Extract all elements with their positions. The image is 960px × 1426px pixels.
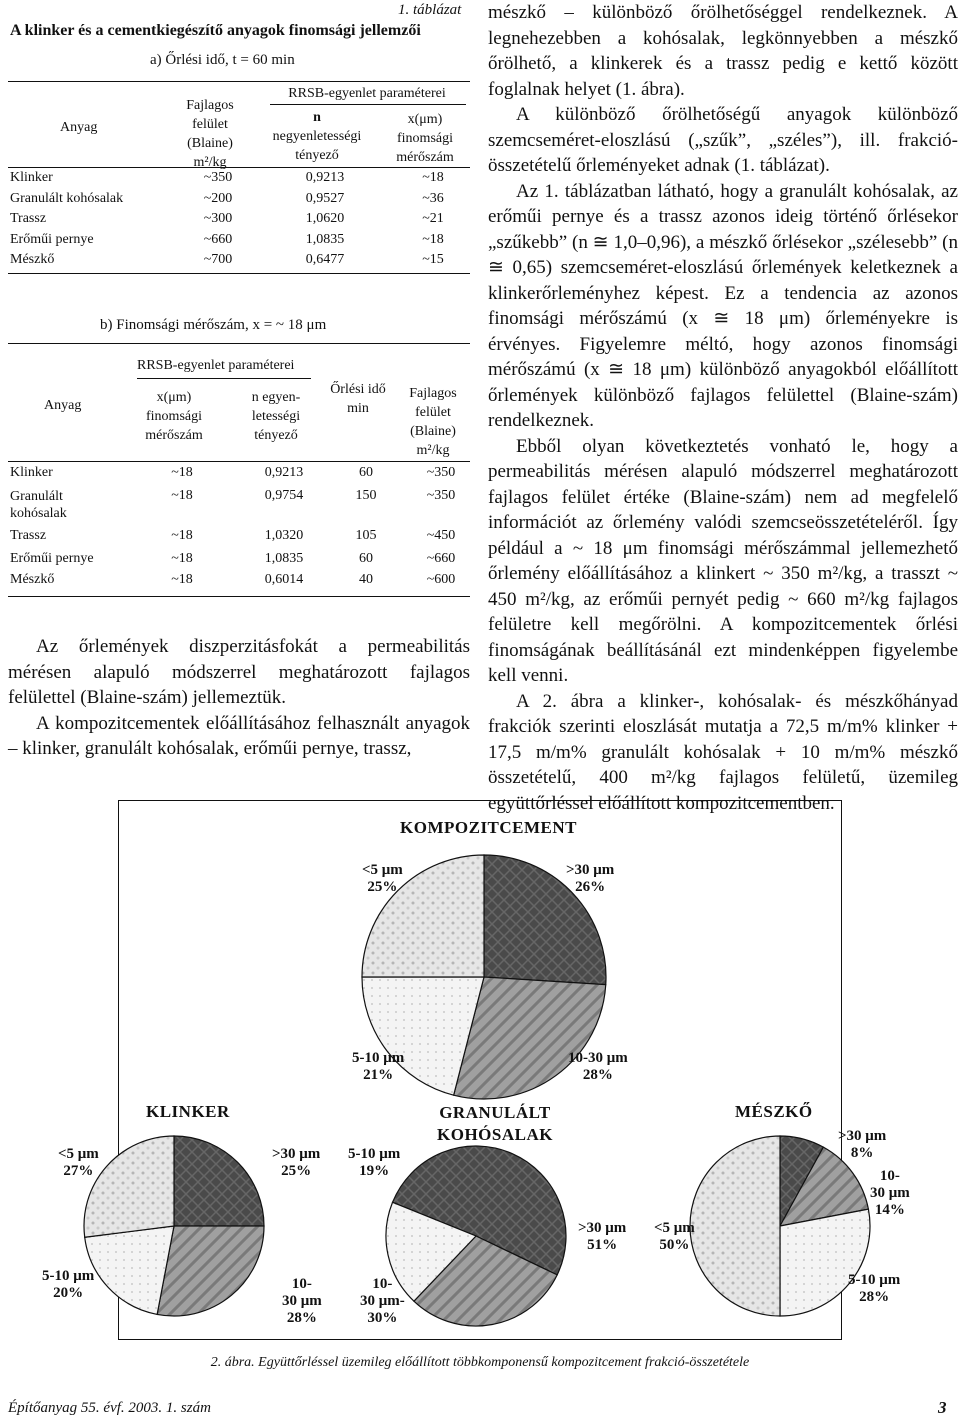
table-a-col-blaine: Fajlagos felület (Blaine) m²/kg [186, 98, 234, 170]
left-paragraph-1: Az őrlemények diszperzitásfokát a permeabilitás mérésen alapuló módszerrel meghatározott fajlagos felülettel (Blaine-szám) jellemeztük. [8, 636, 470, 708]
table-a-cell-n: 0,6477 [305, 252, 345, 267]
table-a-cell-x: ~18 [422, 231, 444, 247]
table-a-cell-blaine: ~300 [203, 211, 233, 226]
table-a-cell-x: ~15 [422, 252, 444, 267]
chart-title-klinker: KLINKER [146, 1102, 230, 1121]
table-b-cell-n: 1,0320 [264, 528, 304, 543]
table-b-cell-time: 60 [359, 465, 373, 480]
klinker-label-lt5: <5 μm 27% [58, 1146, 99, 1179]
table-b-cell-n: 0,6014 [264, 572, 304, 587]
granulalt-label-510: 5-10 μm 19% [348, 1146, 401, 1179]
klinker-label-gt30: >30 μm 25% [272, 1146, 321, 1179]
komp-label-lt5: <5 μm 25% [362, 862, 403, 895]
chart-title-kompozitcement: KOMPOZITCEMENT [400, 818, 578, 837]
table-a-cell-n: 0,9213 [305, 170, 345, 185]
table-b-cell-name: Klinker [10, 465, 53, 480]
table-b-col-time: Őrlési idő min [330, 382, 386, 416]
table-b-cell-x: ~18 [171, 528, 193, 543]
table-b-cell-time: 150 [355, 488, 377, 503]
table-b-cell-blaine: ~660 [426, 551, 456, 566]
table-a-cell-name: Granulált kohósalak [10, 190, 124, 206]
table-b-cell-x: ~18 [171, 488, 193, 503]
table-b-cell-time: 40 [359, 572, 373, 587]
table-b-cell-x: ~18 [171, 572, 193, 587]
pie-slice-3-lt5-m [690, 1136, 780, 1316]
footer-page-number: 3 [938, 1398, 947, 1417]
table-b-col-group: RRSB-egyenlet paraméterei [137, 358, 295, 373]
klinker-label-510: 5-10 μm 20% [42, 1268, 95, 1301]
table-a-col-material: Anyag [60, 120, 98, 135]
table-b-cell-blaine: ~450 [426, 528, 456, 543]
table-a-cell-x: ~36 [422, 190, 444, 206]
pie-slice-1-gt30-m [174, 1136, 264, 1226]
pie-slice-1-10-30-m [157, 1226, 264, 1316]
table-a-subtitle: a) Őrlési idő, t = 60 min [150, 52, 295, 68]
granulalt-label-gt30: >30 μm 51% [578, 1220, 627, 1253]
table-b-cell-time: 60 [359, 551, 373, 566]
komp-label-gt30: >30 μm 26% [566, 862, 615, 895]
table-b-cell-name: Trassz [10, 528, 47, 543]
figure-caption: 2. ábra. Együttőrléssel üzemileg előállított többkomponensű kompozitcement frakció-összetétele [210, 1355, 750, 1370]
table-b-cell-blaine: ~350 [426, 465, 456, 480]
table-b-col-x: x(μm) finomsági mérőszám [145, 390, 203, 443]
right-paragraph-5: A 2. ábra a klinker-, kohósalak- és mészkőhányad frakciók szerinti eloszlását mutatja a 72,5 m/m% klinker + 17,5 m/m% granulált kohósalak + 10 m/m% mészkő összetételű, 400 m²/kg fajlagos felületű, üzemileg együttőrléssel előállított kompozitcementben. [488, 690, 958, 814]
table-a-cell-name: Erőműi pernye [10, 231, 94, 247]
table-a-cell-name: Mészkő [10, 252, 55, 267]
table-b-cell-n: 1,0835 [264, 551, 304, 566]
meszko-label-lt5: <5 μm 50% [654, 1220, 695, 1253]
right-paragraph-3: Az 1. táblázatban látható, hogy a granulált kohósalak, az erőműi pernye és a trassz azonos ideig történő őrlésekor „szűkebb” (n ≅ 1,0–0,96), a mészkő őrlésekor „szélesebb” (n ≅ 0,65) szemcseméret-eloszlású őrlemények keletkeznek a klinkerőrleményhez képest. Ez a tendencia az azonos finomsági mérőszámú (x ≅ 18 μm) őrleményekre is érvényes. Figyelemre méltó, hogy azonos finomsági mérőszámú (x ≅ 18 μm) különböző anyagokból előállított őrlemények különböző fajlagos felülettel (Blaine-szám) rendelkeznek. [488, 180, 958, 431]
table-a-cell-blaine: ~700 [203, 252, 233, 267]
table-b-cell-x: ~18 [171, 551, 193, 566]
table-b-col-n: n egyen- letességi tényező [251, 390, 301, 443]
right-paragraph-2: A különböző őrölhetőségű anyagok különböző szemcseméret-eloszlású („szűk”, „széles”), ill. frakció-összetételű őrleményeket adnak (1. táblázat). [488, 104, 958, 176]
table-b-cell-blaine: ~350 [426, 488, 456, 503]
meszko-label-1030: 10- 30 μm 14% [870, 1168, 910, 1218]
table-b-cell-n: 0,9213 [264, 465, 304, 480]
footer-journal: Építőanyag 55. évf. 2003. 1. szám [8, 1400, 211, 1416]
left-paragraph-2: A kompozitcementek előállításához felhasznált anyagok – klinker, granulált kohósalak, erőműi pernye, trassz, [8, 712, 470, 759]
klinker-label-1030: 10- 30 μm 28% [282, 1276, 322, 1326]
table-a-cell-blaine: ~350 [203, 170, 233, 185]
table-title: A klinker és a cementkiegészítő anyagok finomsági jellemzői [10, 22, 421, 39]
table-b-col-material: Anyag [44, 398, 82, 413]
table-a-cell-n: 1,0835 [305, 231, 345, 247]
table-b-col-blaine: Fajlagos felület (Blaine) m²/kg [409, 386, 457, 458]
table-b-cell-x: ~18 [171, 465, 193, 480]
meszko-label-gt30: >30 μm 8% [838, 1128, 887, 1161]
table-a-cell-x: ~18 [422, 170, 444, 185]
right-paragraph-4: Ebből olyan következtetés vonható le, hogy a permeabilitás mérésen alapuló módszerrel meghatározott fajlagos felület értéke (Blaine-szám) nem ad megfelelő információt az őrlemény valódi szemcseösszetételéről. Így például a ~ 18 μm finomsági mérőszámmal jellemezhető őrlemény előállításához a klinkert ~ 350 m²/kg, a trasszt ~ 450 m²/kg, az erőműi pernyét pedig ~ 660 m²/kg fajlagos felületre kell megőrölni. A kompozitcementek őrlési finomságának beállításánál ezt mindenképpen figyelembe kell venni. [488, 435, 958, 686]
table-b-cell-blaine: ~600 [426, 572, 456, 587]
table-b-subtitle: b) Finomsági mérőszám, x = ~ 18 μm [100, 317, 327, 333]
table-b-cell-n: 0,9754 [264, 488, 304, 503]
meszko-label-510: 5-10 μm 28% [848, 1272, 901, 1305]
table-a-cell-name: Klinker [10, 170, 53, 185]
table-a-cell-blaine: ~200 [203, 190, 233, 206]
table-a-col-group: RRSB-egyenlet paraméterei [288, 86, 446, 101]
komp-label-510: 5-10 μm 21% [352, 1050, 405, 1083]
table-b-cell-name: Granulált kohósalak [10, 489, 67, 521]
table-b-cell-name: Mészkő [10, 572, 55, 587]
granulalt-label-1030: 10- 30 μm- 30% [360, 1276, 405, 1326]
right-paragraph-1: mészkő – különböző őrölhetőséggel rendelkeznek. A legnehezebben a kohósalak, legkönnyebben a mészkő őrölhető, a klinkerek és a trassz pedig e kettő között foglalnak helyet (1. ábra). [488, 2, 958, 100]
table-a-col-x: x(μm) finomsági mérőszám [396, 112, 454, 165]
chart-title-meszko: MÉSZKŐ [735, 1102, 813, 1121]
table-a-cell-n: 1,0620 [305, 211, 345, 226]
table-b-cell-name: Erőműi pernye [10, 551, 94, 566]
table-a-cell-n: 0,9527 [305, 190, 345, 206]
table-a-cell-name: Trassz [10, 211, 47, 226]
komp-label-1030: 10-30 μm 28% [568, 1050, 628, 1083]
chart-title-granulalt: GRANULÁLT KOHÓSALAK [437, 1103, 553, 1144]
table-a-cell-blaine: ~660 [203, 231, 233, 247]
table-b-cell-time: 105 [355, 528, 377, 543]
table-a-col-n: n negyenletességi tényező [272, 110, 362, 163]
table-label: 1. táblázat [398, 2, 462, 18]
table-a-cell-x: ~21 [422, 211, 444, 226]
